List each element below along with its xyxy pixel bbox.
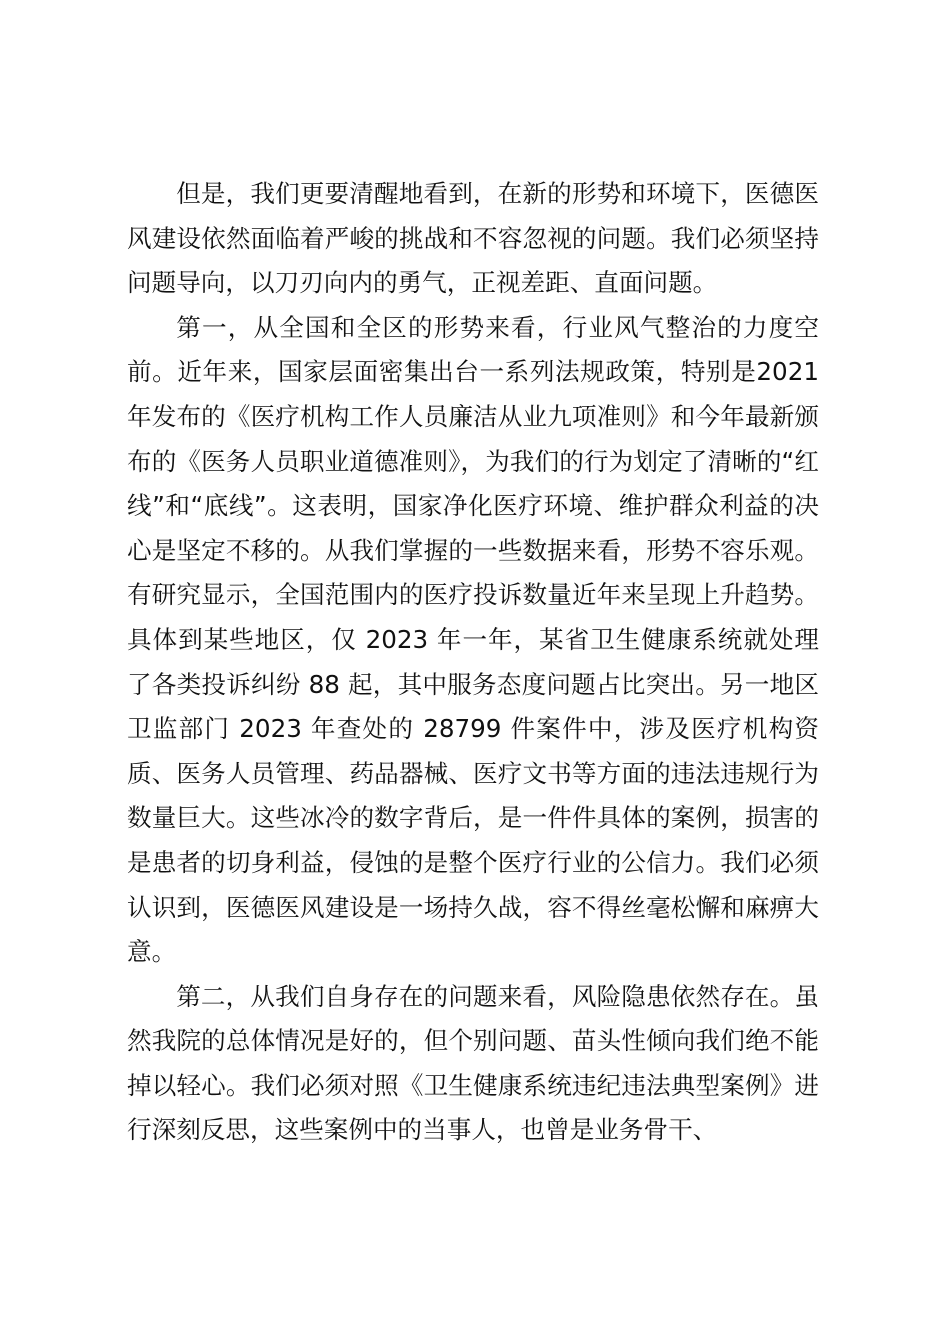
paragraph-intro: 但是，我们更要清醒地看到，在新的形势和环境下，医德医风建设依然面临着严峻的挑战和不容忽视的问题。我们必须坚持问题导向，以刀刃向内的勇气，正视差距、直面问题。 (127, 179, 819, 298)
paragraph-first-point: 第一，从全国和全区的形势来看，行业风气整治的力度空前。近年来，国家层面密集出台一系列法规政策，特别是2021 年发布的《医疗机构工作人员廉洁从业九项准则》和今年最新颁布的《医务人员职业道德准则》，为我们的行为划定了清晰的“红线”和“底线”。这表明，国家净化医疗环境、维护群众利益的决心是坚定不移的。从我们掌握的一些数据来看，形势不容乐观。有研究显示，全国范围内的医疗投诉数量近年来呈现上升趋势。具体到某些地区，仅 2023 年一年，某省卫生健康系统就处理了各类投诉纠纷 88 起，其中服务态度问题占比突出。另一地区卫监部门 2023 年查处的 28799 件案件中，涉及医疗机构资质、医务人员管理、药品器械、医疗文书等方面的违法违规行为数量巨大。这些冰冷的数字背后，是一件件具体的案例，损害的是患者的切身利益，侵蚀的是整个医疗行业的公信力。我们必须认识到，医德医风建设是一场持久战，容不得丝毫松懈和麻痹大意。 (127, 312, 819, 967)
paragraph-second-point: 第二，从我们自身存在的问题来看，风险隐患依然存在。虽然我院的总体情况是好的，但个别问题、苗头性倾向我们绝不能掉以轻心。我们必须对照《卫生健康系统违纪违法典型案例》进行深刻反思，这些案例中的当事人，也曾是业务骨干、 (127, 981, 819, 1145)
document-body (127, 172, 819, 1153)
